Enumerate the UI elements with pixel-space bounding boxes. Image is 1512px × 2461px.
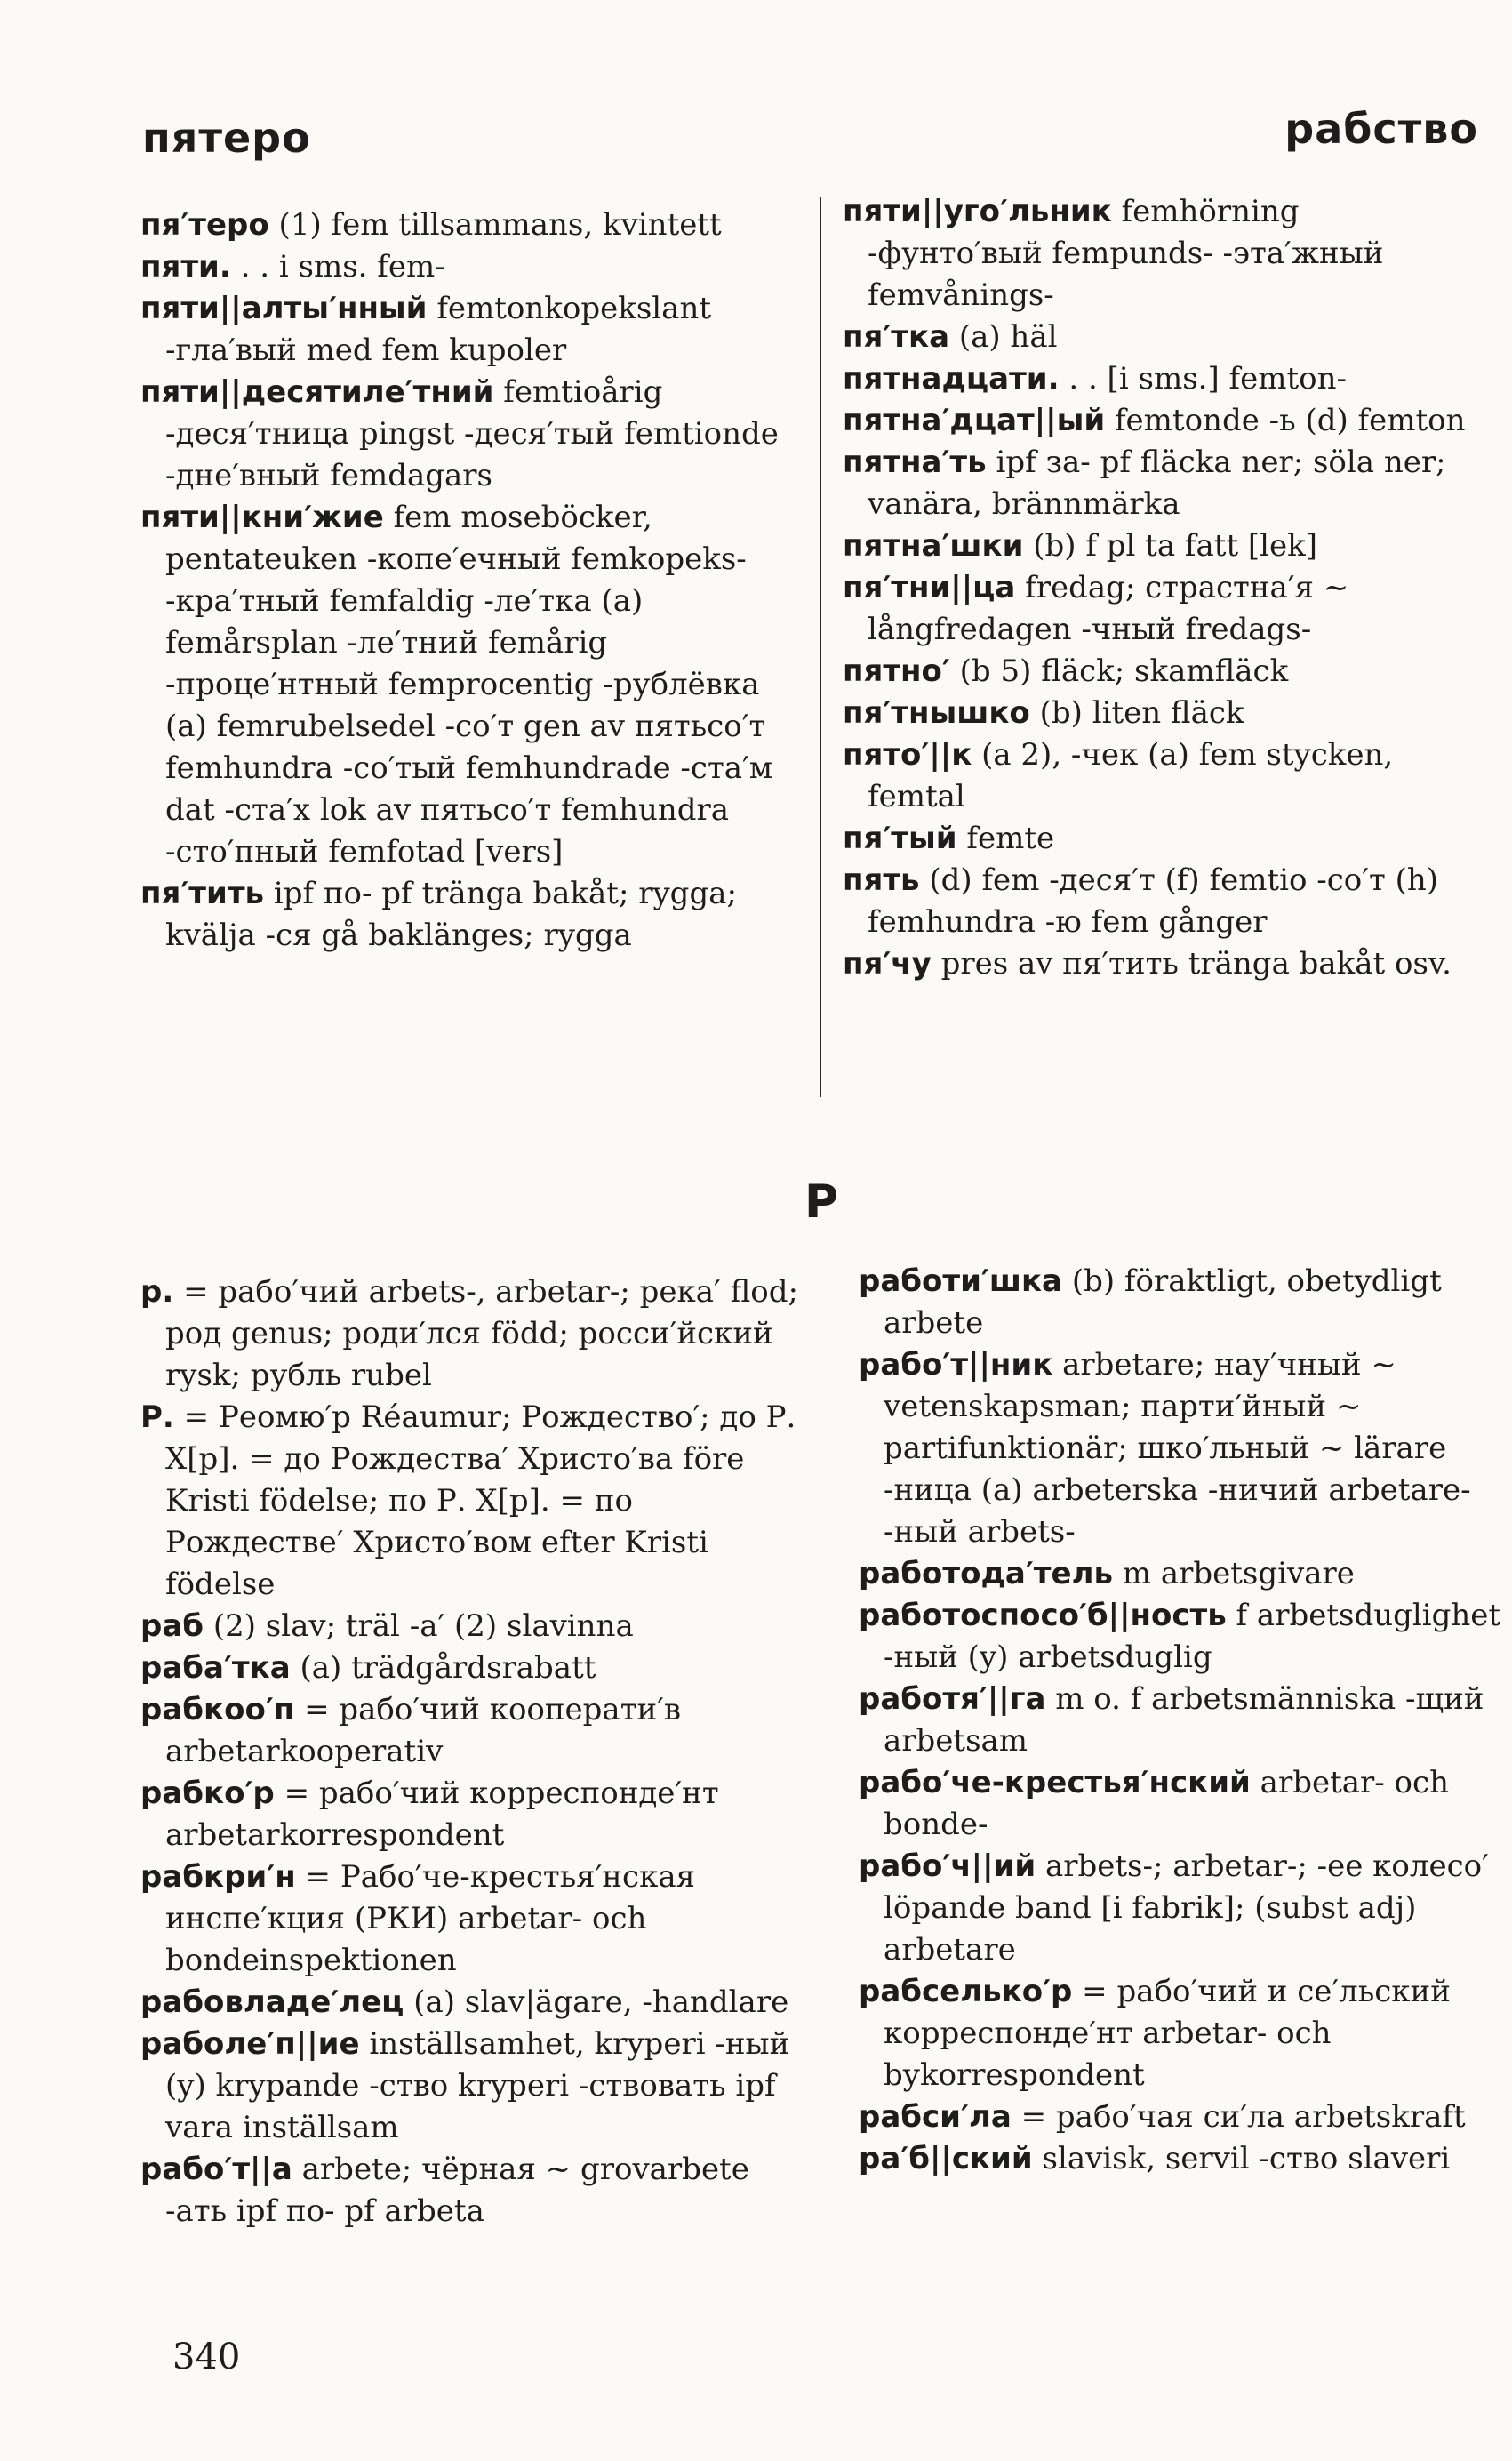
headword: пятно′ <box>843 653 950 689</box>
dictionary-entry: работоспосо′б||ность f arbetsduglighet -ный (y) arbetsduglig <box>859 1598 1501 1675</box>
column-divider <box>820 197 821 1097</box>
headword: рабко′р <box>140 1776 275 1811</box>
headword: пяти||алты′нный <box>140 291 428 326</box>
running-head-left: пятеро <box>142 114 311 162</box>
dictionary-entry: раболе′п||ие inställsamhet, kryperi -ный (y) krypande -ство kryperi -ствовать ipf vara inställsam <box>140 2026 790 2145</box>
headword: рабо′т||ник <box>859 1347 1053 1383</box>
headword: пяти||десятиле′тний <box>140 374 494 410</box>
dictionary-entry: работя′||га m o. f arbetsmänniska -щий arbetsam <box>859 1681 1484 1759</box>
dictionary-entry: пя′чу pres av пя′тить tränga bakåt osv. <box>843 946 1452 982</box>
dictionary-entry: рабси′ла = рабо′чая си′ла arbetskraft <box>859 2099 1466 2135</box>
dictionary-entry: пя′тить ipf по- pf tränga bakåt; rygga; kvälja -ся gå baklänges; rygga <box>140 876 737 953</box>
headword: ра′б||ский <box>859 2141 1033 2176</box>
dictionary-entry: рабкри′н = Рабо′че-крестья′нская инспе′кция (РКИ) arbetar- och bondeinspektionen <box>140 1859 696 1978</box>
page-number: 340 <box>172 2337 241 2377</box>
dictionary-entry: пятна′ть ipf за- pf fläcka ner; söla ner; vanära, brännmärka <box>843 445 1446 522</box>
dictionary-entry: пятнадцати. . . [i sms.] femton- <box>843 361 1347 397</box>
dictionary-entry: работи′шка (b) föraktligt, obetydligt arbete <box>859 1263 1442 1341</box>
headword: рабо′ч||ий <box>859 1848 1036 1884</box>
headword: пять <box>843 862 920 898</box>
dictionary-entry: пяти||кни′жие fem moseböcker, pentateuken -копе′ечный femkopeks- -кра′тный femfaldig -ле′тка (a) femårsplan -ле′тний femårig -проце′нтный femprocentig -рублёвка (a) femrubelsedel -со′т gen av пятьсо′т femhundra -со′тый femhundrade -ста′м dat -ста′х lok av пятьсо′т femhundra -сто′пный femfotad [vers] <box>140 500 773 870</box>
running-head-right: рабство <box>1284 105 1478 153</box>
column-top-left <box>140 204 780 957</box>
headword: рабселько′р <box>859 1974 1073 2009</box>
dictionary-entry: ра′б||ский slavisk, servil -ство slaveri <box>859 2141 1451 2176</box>
headword: работя′||га <box>859 1681 1046 1717</box>
dictionary-entry: рабкоо′п = рабо′чий кооперати′в arbetarkooperativ <box>140 1692 682 1769</box>
dictionary-entry: пятно′ (b 5) fläck; skamfläck <box>843 653 1289 689</box>
dictionary-entry: р. = рабо′чий arbets-, arbetar-; река′ flod; род genus; роди′лся född; росси′йский rysk; рубль rubel <box>140 1274 798 1393</box>
headword: работи′шка <box>859 1263 1063 1299</box>
dictionary-entry: рабселько′р = рабо′чий и се′льский корреспонде′нт arbetar- och bykorrespondent <box>859 1974 1451 2093</box>
dictionary-entry: рабо′т||а arbete; чёрная ~ grovarbete -ать ipf по- pf arbeta <box>140 2152 749 2229</box>
dictionary-entry: пятна′шки (b) f pl ta fatt [lek] <box>843 528 1318 564</box>
dictionary-entry: пя′тый femte <box>843 821 1055 856</box>
dictionary-entry: работода′тель m arbetsgivare <box>859 1556 1355 1591</box>
column-bottom-left <box>140 1271 818 2233</box>
headword: пятна′дцат||ый <box>843 403 1106 438</box>
column-bottom-right <box>859 1261 1506 2180</box>
dictionary-entry: Р. = Реомю′р Réaumur; Рождество′; до Р. Х[р]. = до Рождества′ Христо′ва före Kristi födelse; по Р. Х[р]. = по Рождестве′ Христо′вом efter Kristi födelse <box>140 1399 796 1602</box>
headword: пято′||к <box>843 737 972 773</box>
headword: работода′тель <box>859 1556 1113 1591</box>
headword: пя′теро <box>140 207 269 243</box>
headword: рабкоо′п <box>140 1692 295 1728</box>
headword: пятна′шки <box>843 528 1024 564</box>
headword: рабси′ла <box>859 2099 1012 2135</box>
headword: рабо′т||а <box>140 2152 292 2187</box>
dictionary-entry: пя′тни||ца fredag; страстна′я ~ långfredagen -чный fredags- <box>843 570 1349 647</box>
headword: пя′чу <box>843 946 932 982</box>
headword: пяти||кни′жие <box>140 500 384 535</box>
column-top-right <box>843 191 1483 985</box>
dictionary-entry: пять (d) fem -деся′т (f) femtio -со′т (h) femhundra -ю fem gånger <box>843 862 1439 940</box>
headword: пяти||уго′льник <box>843 194 1112 229</box>
headword: пятна′ть <box>843 445 987 480</box>
headword: раба′тка <box>140 1650 291 1686</box>
dictionary-entry: рабо′че-крестья′нский arbetar- och bonde- <box>859 1765 1449 1842</box>
dictionary-entry: пятна′дцат||ый femtonde -ь (d) femton <box>843 403 1466 438</box>
dictionary-entry: пя′тнышко (b) liten fläck <box>843 695 1244 731</box>
dictionary-entry: пяти||уго′льник femhörning -фунто′вый fempunds- -эта′жный femvånings- <box>843 194 1384 313</box>
headword: пя′тка <box>843 319 950 355</box>
headword: работоспосо′б||ность <box>859 1598 1227 1633</box>
headword: пя′тнышко <box>843 695 1030 731</box>
headword: пя′тни||ца <box>843 570 1016 605</box>
dictionary-entry: пя′теро (1) fem tillsammans, kvintett <box>140 207 722 243</box>
headword: пятнадцати. <box>843 361 1060 397</box>
dictionary-entry: пято′||к (a 2), -чек (a) fem stycken, femtal <box>843 737 1394 814</box>
headword: рабкри′н <box>140 1859 296 1895</box>
dictionary-entry: раба′тка (a) trädgårdsrabatt <box>140 1650 596 1686</box>
dictionary-entry: пяти||десятиле′тний femtioårig -деся′тница pingst -деся′тый femtionde -дне′вный femdagars <box>140 374 779 493</box>
dictionary-entry: рабо′т||ник arbetare; нау′чный ~ vetenskapsman; парти′йный ~ partifunktionär; шко′льный ~ lärare -ница (a) arbeterska -ничий arbetare- -ный arbets- <box>859 1347 1471 1550</box>
headword: Р. <box>140 1399 174 1435</box>
dictionary-entry: пя′тка (a) häl <box>843 319 1058 355</box>
section-letter: Р <box>804 1175 839 1229</box>
dictionary-entry: рабко′р = рабо′чий корреспонде′нт arbetarkorrespondent <box>140 1776 719 1853</box>
dictionary-entry: рабо′ч||ий arbets-; arbetar-; -ее колесо′ löpande band [i fabrik]; (subst adj) arbetare <box>859 1848 1489 1968</box>
headword: рабо′че-крестья′нский <box>859 1765 1251 1800</box>
headword: рабовладе′лец <box>140 1984 404 2020</box>
headword: пя′тить <box>140 876 265 911</box>
dictionary-entry: пяти. . . i sms. fem- <box>140 249 445 285</box>
dictionary-entry: раб (2) slav; träl -а′ (2) slavinna <box>140 1608 634 1644</box>
headword: раб <box>140 1608 204 1644</box>
headword: пяти. <box>140 249 231 285</box>
headword: р. <box>140 1274 174 1310</box>
dictionary-entry: пяти||алты′нный femtonkopekslant -гла′вый med fem kupoler <box>140 291 712 368</box>
headword: пя′тый <box>843 821 957 856</box>
dictionary-entry: рабовладе′лец (a) slav|ägare, -handlare <box>140 1984 789 2020</box>
headword: раболе′п||ие <box>140 2026 360 2062</box>
